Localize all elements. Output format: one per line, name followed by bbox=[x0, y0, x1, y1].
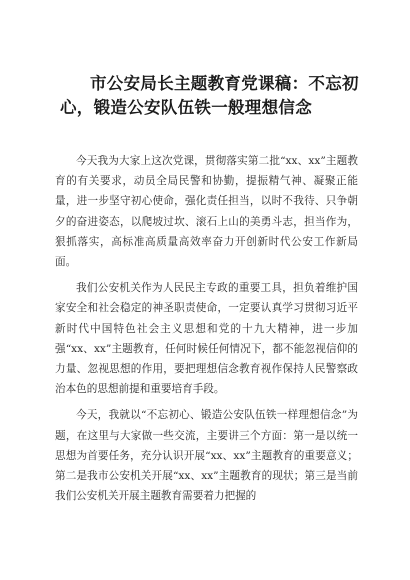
document-title: 市公安局长主题教育党课稿：不忘初心，锻造公安队伍铁一般理想信念 bbox=[60, 74, 359, 117]
document-body bbox=[55, 151, 358, 512]
paragraph: 我们公安机关作为人民民主专政的重要工具，担负着维护国家安全和社会稳定的神圣职责使命，一定要认真学习贯彻习近平新时代中国特色社会主义思想和党的十九大精神，进一步加强“xx、xx”主题教育，任何时候任何情况下，都不能忽视信仰的力量、忽视思想的作用，要把理想信念教育视作保持人民警察政治本色的思想前提和重要培育手段。 bbox=[55, 282, 358, 396]
paragraph: 今天我为大家上这次党课，贯彻落实第二批“xx、xx”主题教育的有关要求，动员全局民警和协勤，提振精气神、凝聚正能量，进一步坚守初心使命，强化责任担当，以时不我待、只争朝夕的奋进姿态，以爬坡过坎、滚石上山的美勇斗志，担当作为，狠抓落实，高标准高质量高效率奋力开创新时代公安工作新局面。 bbox=[55, 155, 358, 269]
paragraph: 今天，我就以“不忘初心、锻造公安队伍铁一样理想信念”为题，在这里与大家做一些交流，主要讲三个方面：第一是以统一思想为首要任务，充分认识开展“xx、xx”主题教育的重要意义；第二是我市公安机关开展“xx、xx”主题教育的现状；第三是当前我们公安机关开展主题教育需要着力把握的 bbox=[55, 409, 358, 503]
